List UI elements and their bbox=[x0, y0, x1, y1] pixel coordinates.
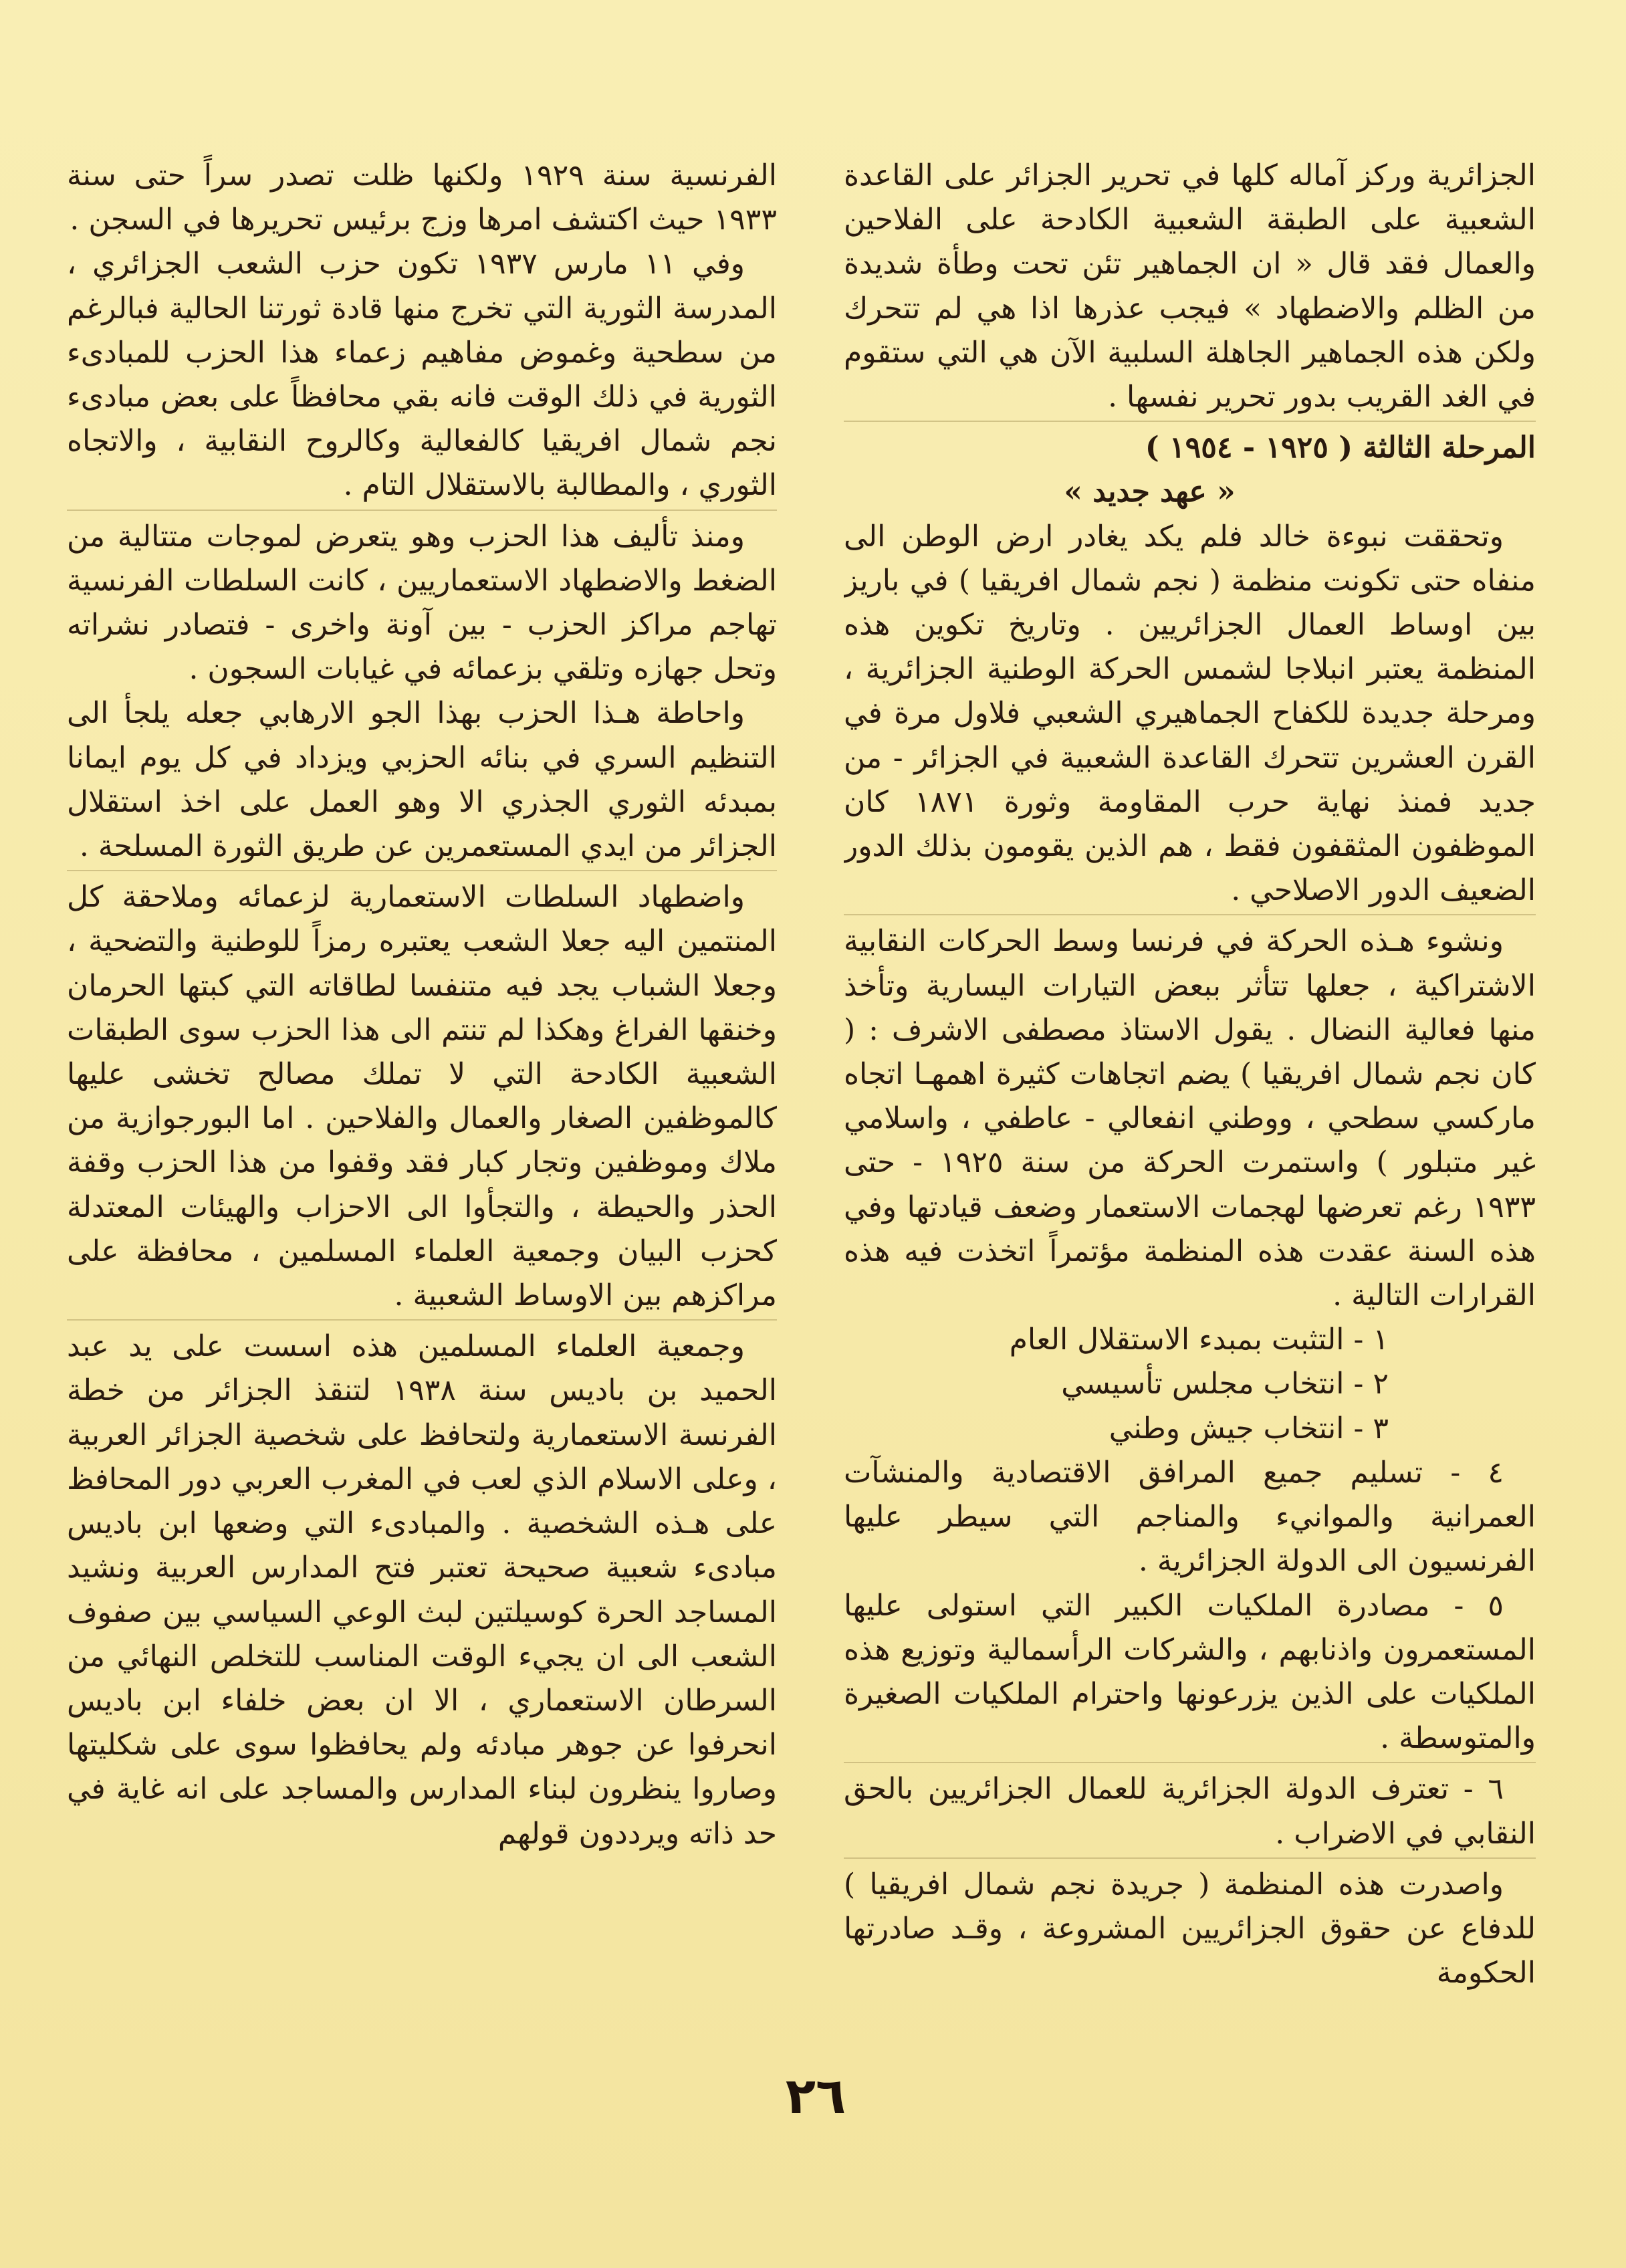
divider bbox=[844, 1762, 1536, 1763]
paragraph: وفي ١١ مارس ١٩٣٧ تكون حزب الشعب الجزائري ، المدرسة الثورية التي تخرج منها قادة ثورتنا الحالية فبالرغم من سطحية وغموض مفاهيم زعماء هذا الحزب للمبادىء الثورية في ذلك الوقت فانه بقي محافظاً على بعض مبادىء نجم شمال افريقيا كالفعالية وكالروح النقابية ، والاتجاه الثوري ، والمطالبة بالاستقلال التام . bbox=[67, 247, 777, 503]
intro-paragraph: الجزائرية وركز آماله كلها في تحرير الجزائر على القاعدة الشعبية على الطبقة الشعبية الكادحة على الفلاحين والعمال فقد قال « ان الجماهير تئن تحت وطأة شديدة من الظلم والاضطهاد » فيجب عذرها اذا هي لم تتحرك ولكن هذه الجماهير الجاهلة السلبية الآن هي التي ستقوم في الغد القريب بدور تحرير نفسها . bbox=[844, 158, 1536, 415]
paragraph: واحاطة هـذا الحزب بهذا الجو الارهابي جعله يلجأ الى التنظيم السري في بنائه الحزبي ويزداد في كل يوم ايمانا بمبدئه الثوري الجذري الا وهو العمل على اخذ استقلال الجزائر من ايدي المستعمرين عن طريق الثورة المسلحة . bbox=[67, 696, 777, 864]
left-column bbox=[67, 154, 777, 2026]
divider bbox=[67, 870, 777, 871]
paragraph: ومنذ تأليف هذا الحزب وهو يتعرض لموجات متتالية من الضغط والاضطهاد الاستعماريين ، كانت السلطات الفرنسية تهاجم مراكز الحزب - بين آونة واخرى - فتصادر نشراته وتحل جهازه وتلقي بزعمائه في غيابات السجون . bbox=[67, 519, 777, 687]
paragraph: وتحققت نبوءة خالد فلم يكد يغادر ارض الوطن الى منفاه حتى تكونت منظمة ( نجم شمال افريقيا ) في باريز بين اوساط العمال الجزائريين . وتاريخ تكوين هذه المنظمة يعتبر انبلاجا لشمس الحركة الوطنية الجزائرية ، ومرحلة جديدة للكفاح الجماهيري الشعبي فلاول مرة في القرن العشرين تتحرك القاعدة الشعبية في الجزائر - من جديد فمنذ نهاية حرب المقاومة وثورة ١٨٧١ كان الموظفون المثقفون فقط ، هم الذين يقومون بذلك الدور الضعيف الدور الاصلاحي . bbox=[844, 519, 1536, 908]
divider bbox=[844, 914, 1536, 915]
list-item: ٦ - تعترف الدولة الجزائرية للعمال الجزائريين بالحق النقابي في الاضراب . bbox=[844, 1772, 1536, 1851]
section-heading: المرحلة الثالثة ( ١٩٢٥ - ١٩٥٤ ) bbox=[1145, 431, 1536, 465]
list-item: ٥ - مصادرة الملكيات الكبير التي استولى عليها المستعمرون واذنابهم ، والشركات الرأسمالية وتوزيع هذه الملكيات على الذين يزرعونها واحترام الملكيات الصغيرة والمتوسطة . bbox=[844, 1588, 1536, 1756]
paragraph: ونشوء هـذه الحركة في فرنسا وسط الحركات النقابية الاشتراكية ، جعلها تتأثر ببعض التيارات اليسارية وتأخذ منها فعالية النضال . يقول الاستاذ مصطفى الاشرف : ( كان نجم شمال افريقيا ) يضم اتجاهات كثيرة اهمهـا اتجاه ماركسي سطحي ، ووطني انفعالي - عاطفي ، واسلامي غير متبلور ) واستمرت الحركة من سنة ١٩٢٥ - حتى ١٩٣٣ رغم تعرضها لهجمات الاستعمار وضعف قيادتها وفي هذه السنة عقدت هذه المنظمة مؤتمراً اتخذت فيه هذه القرارات التالية . bbox=[844, 924, 1536, 1313]
paragraph: وجمعية العلماء المسلمين هذه اسست على يد عبد الحميد بن باديس سنة ١٩٣٨ لتنقذ الجزائر من خطة الفرنسة الاستعمارية ولتحافظ على شخصية الجزائر العربية ، وعلى الاسلام الذي لعب في المغرب العربي دور المحافظ على هـذه الشخصية . والمبادىء التي وضعها ابن باديس مبادىء شعبية صحيحة تعتبر فتح المدارس العربية ونشيد المساجد الحرة كوسيلتين لبث الوعي السياسي بين صفوف الشعب الى ان يجيء الوقت المناسب للتخلص النهائي من السرطان الاستعماري ، الا ان بعض خلفاء ابن باديس انحرفوا عن جوهر مبادئه ولم يحافظوا سوى على شكليتها وصاروا ينظرون لبناء المدارس والمساجد على انه غاية في حد ذاته ويرددون قولهم bbox=[67, 1329, 777, 1851]
page-number: ٢٦ bbox=[785, 2067, 846, 2125]
divider bbox=[67, 509, 777, 511]
list-item: ٤ - تسليم جميع المرافق الاقتصادية والمنشآت العمرانية والموانيء والمناجم التي سيطر عليها الفرنسيون الى الدولة الجزائرية . bbox=[844, 1455, 1536, 1579]
section-subheading: « عهد جديد » bbox=[1064, 475, 1236, 509]
paragraph: الفرنسية سنة ١٩٢٩ ولكنها ظلت تصدر سراً حتى سنة ١٩٣٣ حيث اكتشف امرها وزج برئيس تحريرها في السجن . bbox=[67, 158, 777, 237]
divider bbox=[67, 1319, 777, 1321]
divider bbox=[844, 421, 1536, 422]
list-item: ١ - التثبت بمبدء الاستقلال العام bbox=[1009, 1323, 1389, 1357]
list-item: ٢ - انتخاب مجلس تأسيسي bbox=[1061, 1367, 1389, 1401]
right-column bbox=[844, 154, 1536, 2026]
paragraph: واضطهاد السلطات الاستعمارية لزعمائه وملاحقة كل المنتمين اليه جعلا الشعب يعتبره رمزاً للوطنية والتضحية ، وجعلا الشباب يجد فيه متنفسا لطاقاته التي كبتها الحرمان وخنقها الفراغ وهكذا لم تنتم الى هذا الحزب سوى الطبقات الشعبية الكادحة التي لا تملك مصالح تخشى عليها كالموظفين الصغار والعمال والفلاحين . اما البورجوازية من ملاك وموظفين وتجار كبار فقد وقفوا من هذا الحزب وقفة الحذر والحيطة ، والتجأوا الى الاحزاب والهيئات المعتدلة كحزب البيان وجمعية العلماء المسلمين ، محافظة على مراكزهم بين الاوساط الشعبية . bbox=[67, 880, 777, 1313]
list-item: ٣ - انتخاب جيش وطني bbox=[1109, 1411, 1389, 1446]
divider bbox=[844, 1857, 1536, 1859]
paragraph: واصدرت هذه المنظمة ( جريدة نجم شمال افريقيا ) للدفاع عن حقوق الجزائريين المشروعة ، وقـد صادرتها الحكومة bbox=[844, 1867, 1536, 1991]
